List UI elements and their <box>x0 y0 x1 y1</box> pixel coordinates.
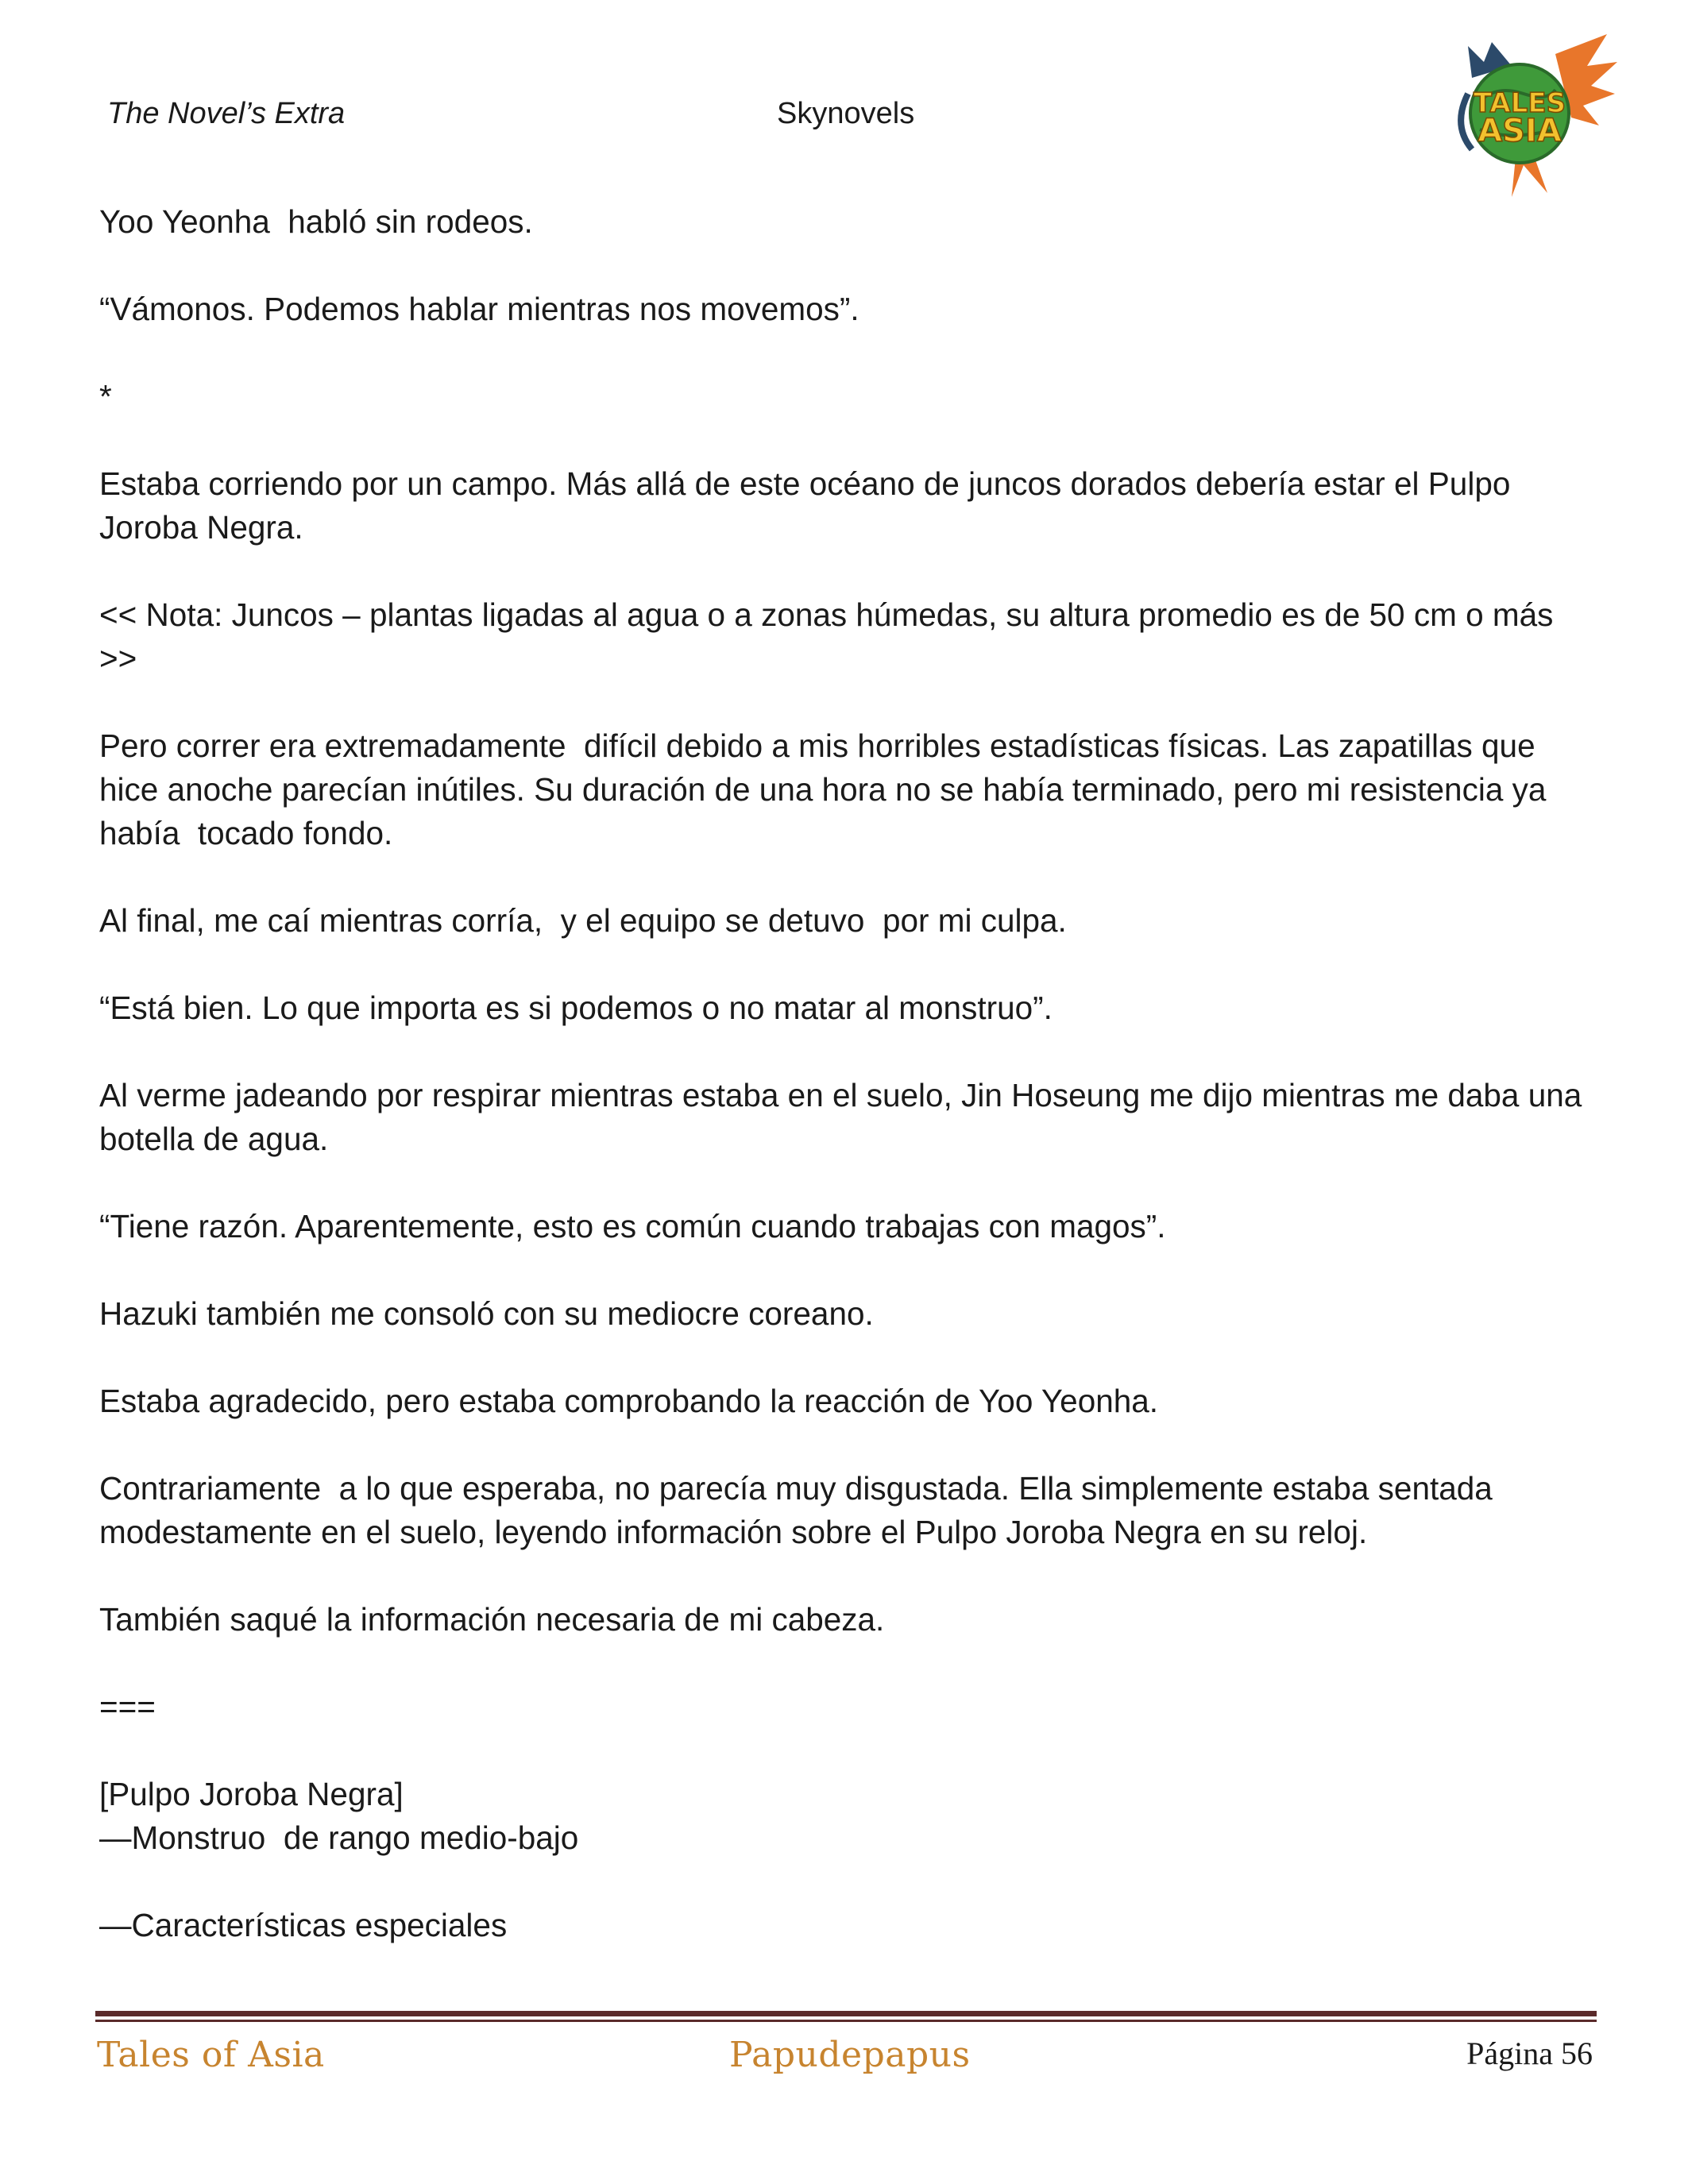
paragraph: Estaba corriendo por un campo. Más allá de este océano de juncos dorados debería estar el Pulpo Joroba Negra. <box>99 465 1520 546</box>
paragraph: Yoo Yeonha habló sin rodeos. <box>99 203 533 240</box>
paragraph: Hazuki también me consoló con su mediocre coreano. <box>99 1295 874 1332</box>
page-number: Página 56 <box>1466 2035 1593 2071</box>
paragraph: Contrariamente a lo que esperaba, no parecía muy disgustada. Ella simplemente estaba sentada modestamente en el suelo, leyendo información sobre el Pulpo Joroba Negra en su reloj. <box>99 1470 1502 1550</box>
separator-line: === <box>99 1688 156 1725</box>
paragraph: * <box>99 378 112 415</box>
info-rank: —Monstruo de rango medio-bajo <box>99 1819 579 1856</box>
header-site-name: Skynovels <box>777 97 915 130</box>
paragraph: Pero correr era extremadamente difícil debido a mis horribles estadísticas físicas. Las zapatillas que hice anoche parecían inútiles. Su duración de una hora no se había terminado, pero mi resistencia ya había tocado fondo. <box>99 727 1555 851</box>
paragraph: Al verme jadeando por respirar mientras estaba en el suelo, Jin Hoseung me dijo mientras me daba una botella de agua. <box>99 1077 1591 1157</box>
logo-text-asia: ASIA <box>1477 113 1562 149</box>
paragraph: << Nota: Juncos – plantas ligadas al agua o a zonas húmedas, su altura promedio es de 50 cm o más >> <box>99 596 1562 677</box>
footer-translator: Papudepapus <box>729 2035 971 2075</box>
header-book-title: The Novel’s Extra <box>107 97 346 130</box>
paragraph: “Está bien. Lo que importa es si podemos o no matar al monstruo”. <box>99 990 1053 1026</box>
tales-of-asia-logo <box>1436 30 1619 201</box>
paragraph: “Tiene razón. Aparentemente, esto es común cuando trabajas con magos”. <box>99 1208 1166 1244</box>
page-body <box>99 200 1593 1991</box>
paragraph: Estaba agradecido, pero estaba comprobando la reacción de Yoo Yeonha. <box>99 1383 1159 1419</box>
info-features: —Características especiales <box>99 1907 508 1943</box>
footer-rule <box>95 2011 1597 2016</box>
footer-rule-thin <box>95 2020 1597 2022</box>
info-title: [Pulpo Joroba Negra] <box>99 1776 404 1812</box>
paragraph: También saqué la información necesaria de mi cabeza. <box>99 1601 885 1638</box>
paragraph: Al final, me caí mientras corría, y el equipo se detuvo por mi culpa. <box>99 902 1067 939</box>
logo-text-tales: TALES <box>1473 87 1566 119</box>
footer-group-name: Tales of Asia <box>97 2035 325 2075</box>
paragraph: “Vámonos. Podemos hablar mientras nos movemos”. <box>99 291 859 327</box>
